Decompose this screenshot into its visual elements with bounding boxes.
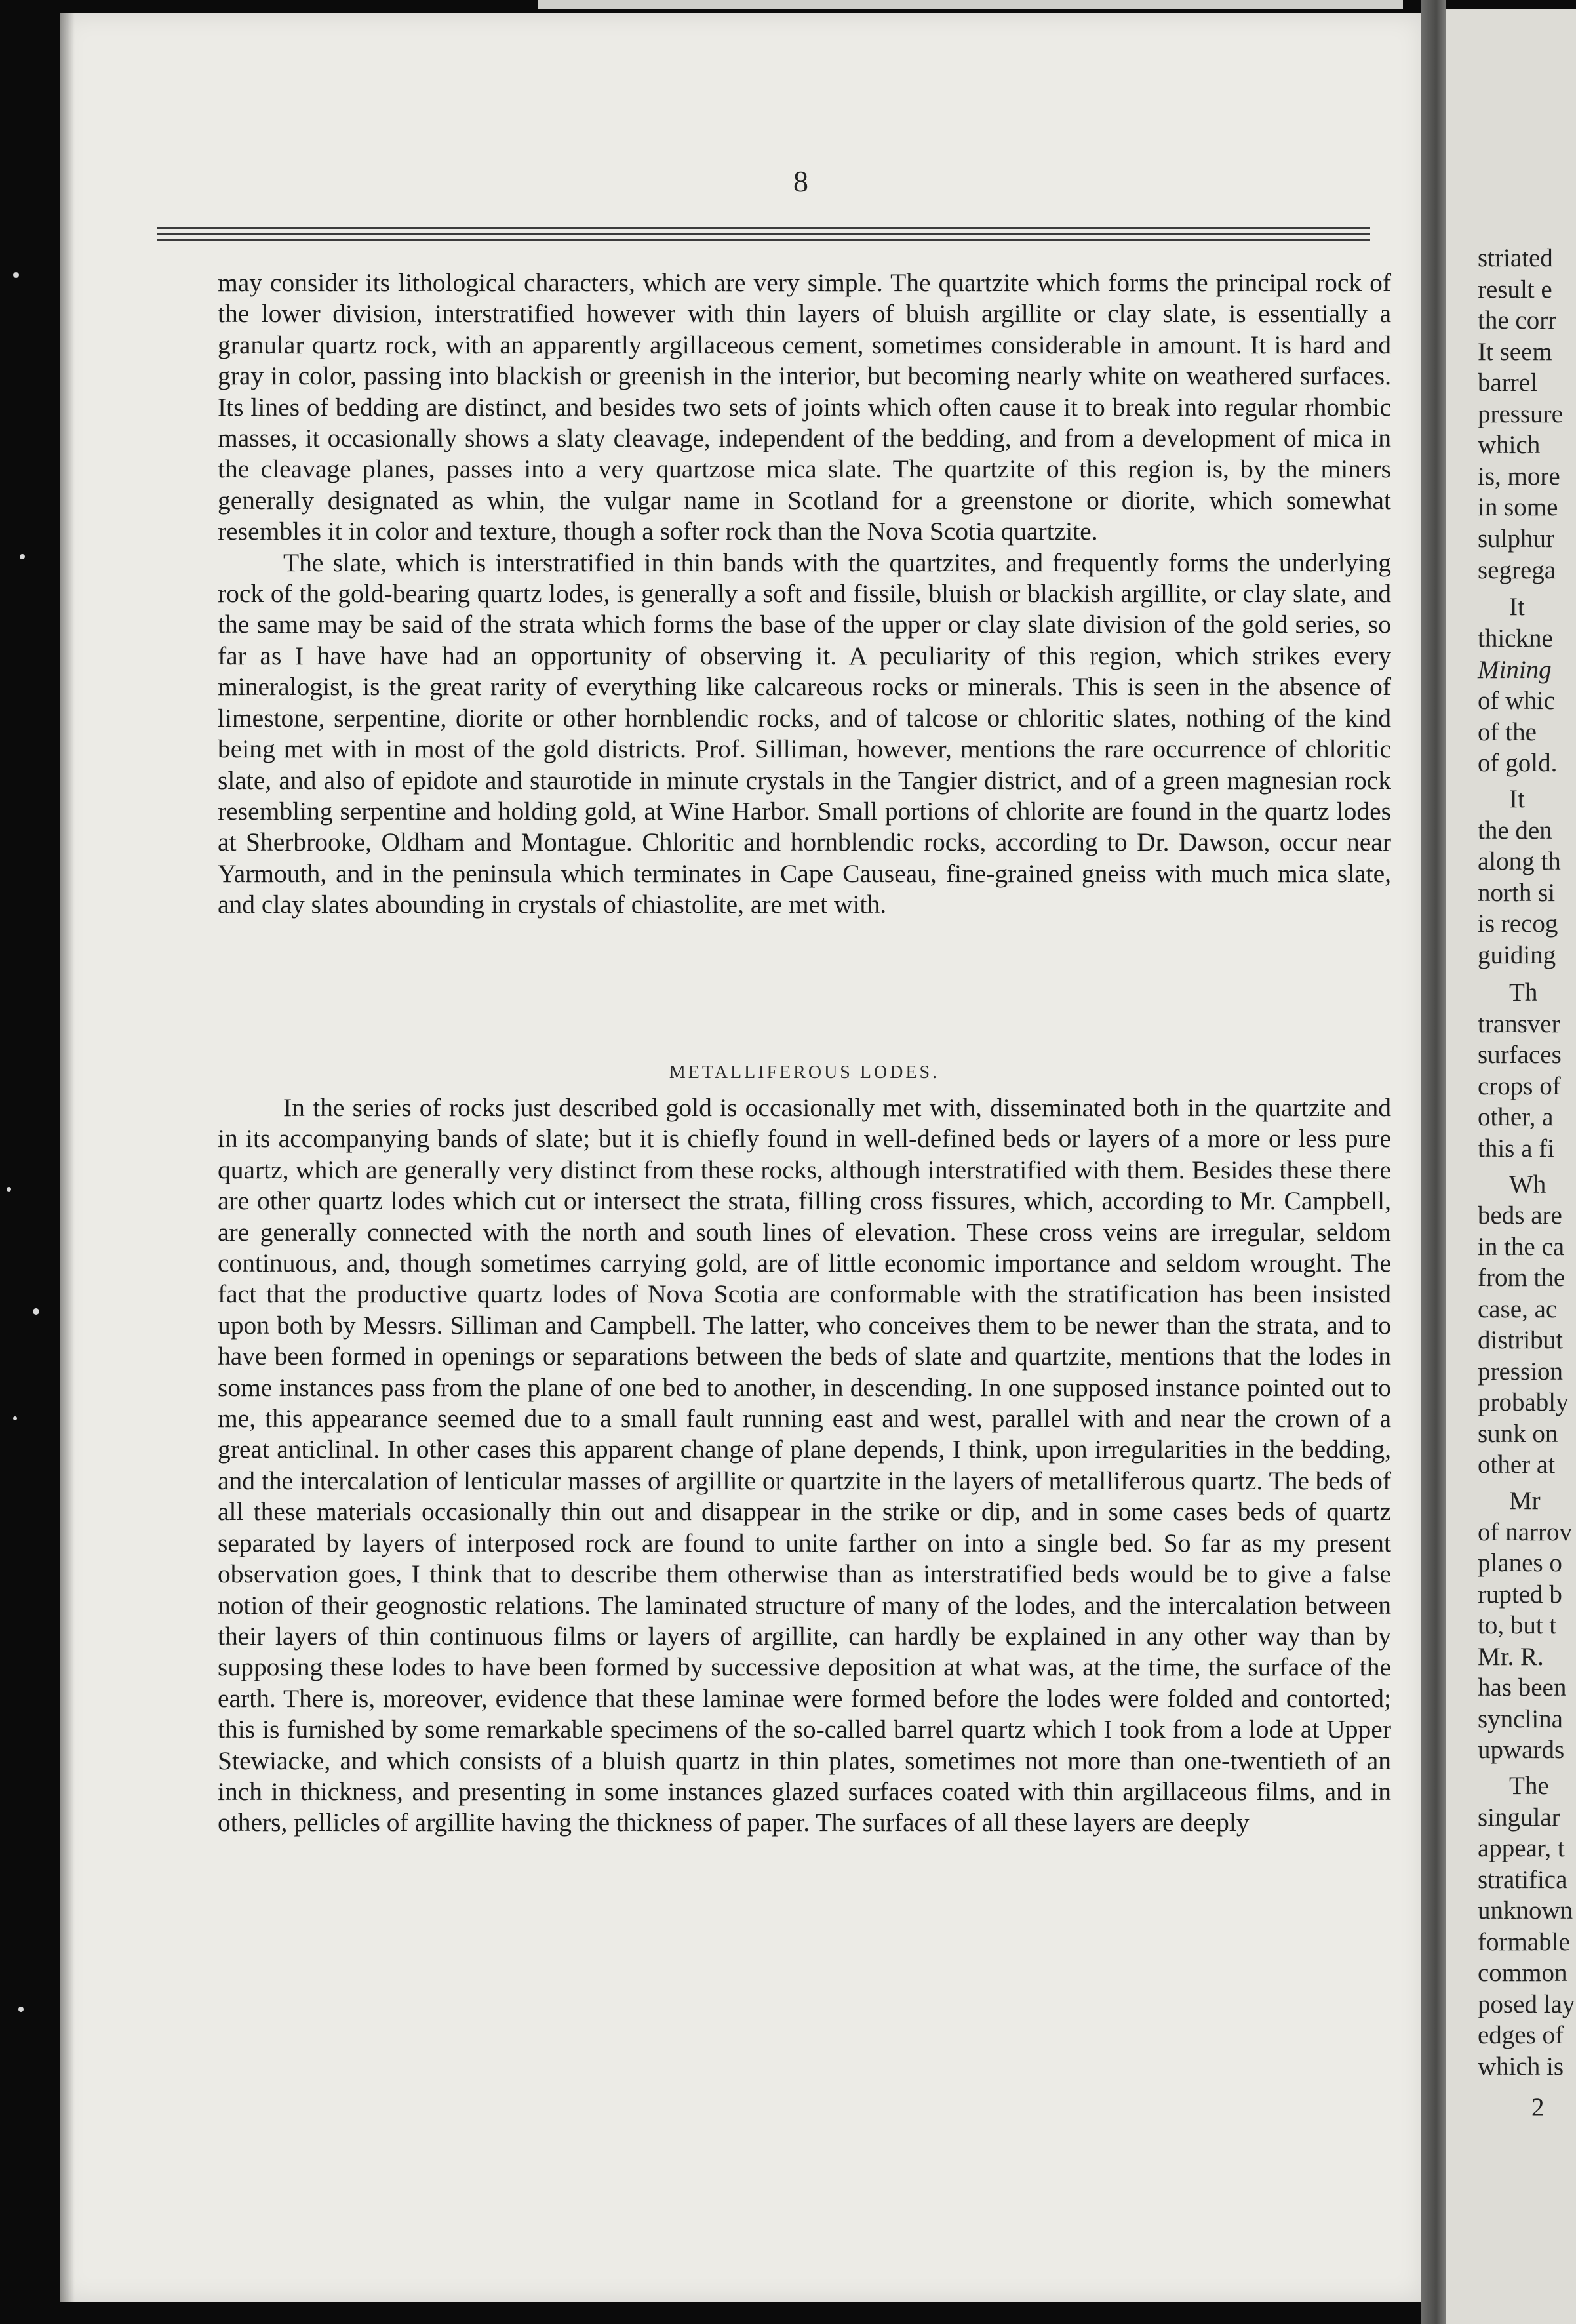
facing-page-fragment: singular: [1478, 1803, 1560, 1832]
facing-page-fragment: planes o: [1478, 1549, 1562, 1577]
facing-page-fragment: other, a: [1478, 1103, 1554, 1131]
facing-page-fragment: this a fi: [1478, 1134, 1554, 1163]
facing-page-fragment: in some: [1478, 493, 1558, 521]
header-rule-bottom: [157, 239, 1370, 241]
facing-page-fragment: sulphur: [1478, 525, 1554, 553]
facing-page-fragment: to, but t: [1478, 1611, 1557, 1639]
facing-page-fragment: unknown: [1478, 1896, 1573, 1925]
facing-page-fragment: synclina: [1478, 1705, 1563, 1733]
facing-page-fragment: upwards: [1478, 1736, 1565, 1764]
facing-page-fragment: Mining: [1478, 656, 1552, 684]
facing-page-fragment: other at: [1478, 1451, 1556, 1479]
body-text: [218, 268, 1391, 921]
facing-page-fragment: of narrov: [1478, 1518, 1573, 1546]
facing-page-fragment: formable: [1478, 1928, 1570, 1956]
facing-page-fragment: striated: [1478, 244, 1553, 272]
facing-page-fragment: sunk on: [1478, 1420, 1558, 1448]
facing-page-fragment: The: [1509, 1772, 1549, 1800]
facing-page-fragment: edges of: [1478, 2021, 1564, 2049]
facing-page-fragment: of whic: [1478, 687, 1556, 715]
facing-page-fragment: Mr: [1509, 1487, 1541, 1515]
facing-page-fragment: appear, t: [1478, 1834, 1565, 1862]
book-gutter: [1421, 0, 1446, 2324]
facing-page-fragment: posed lay: [1478, 1990, 1575, 2018]
facing-page-fragment: result e: [1478, 275, 1552, 304]
section-heading: METALLIFEROUS LODES.: [669, 1062, 940, 1083]
facing-page-fragment: surfaces: [1478, 1041, 1562, 1069]
facing-page-fragment: has been: [1478, 1673, 1567, 1702]
facing-page-fragment: of the: [1478, 718, 1537, 746]
facing-page-fragment: It seem: [1478, 338, 1552, 366]
facing-page-fragment: transver: [1478, 1010, 1560, 1038]
facing-page-fragment: barrel: [1478, 369, 1537, 397]
facing-page-fragment: crops of: [1478, 1072, 1561, 1100]
facing-page-fragment: guiding: [1478, 941, 1556, 969]
facing-page-fragment: thickne: [1478, 624, 1553, 652]
facing-page-fragment: of gold.: [1478, 749, 1558, 777]
facing-page-fragment: It: [1509, 785, 1525, 813]
facing-page-fragment: along th: [1478, 847, 1561, 875]
facing-page-fragment: pression: [1478, 1357, 1563, 1386]
facing-page-fragment: probably: [1478, 1388, 1569, 1416]
facing-page-fragment: is, more: [1478, 462, 1560, 491]
facing-page-fragment: from the: [1478, 1264, 1566, 1292]
facing-page-fragment: rupted b: [1478, 1580, 1562, 1609]
facing-page-fragment: case, ac: [1478, 1295, 1558, 1323]
facing-page-fragment: Wh: [1509, 1171, 1546, 1199]
facing-page-fragment: Mr. R.: [1478, 1643, 1544, 1671]
facing-page-fragment: common: [1478, 1959, 1567, 1987]
facing-page-edge: [538, 0, 1403, 9]
facing-page-fragment: which is: [1478, 2053, 1564, 2081]
scan-margin: [0, 0, 60, 2324]
facing-page-fragment: 2: [1531, 2093, 1545, 2121]
facing-page-fragment: the corr: [1478, 306, 1557, 334]
facing-page-fragment: which: [1478, 431, 1541, 459]
facing-page-fragment: beds are: [1478, 1201, 1562, 1230]
section-text: [218, 1092, 1391, 1839]
header-rule-middle: [157, 233, 1370, 235]
facing-page-fragment: pressure: [1478, 400, 1563, 428]
header-rule: [157, 227, 1370, 229]
facing-page-fragment: is recog: [1478, 910, 1558, 938]
section-paragraph: In the series of rocks just described gold is occasionally met with, disseminated both in the quartzite and in its accompanying bands of slate; but it is chiefly found in well-defined beds or layers of a more or less pure quartz, which are generally very distinct from these rocks, although interstratified with them. Besides these there are other quartz lodes which cut or intersect the strata, filling cross fissures, which, according to Mr. Campbell, are generally connected with the north and south lines of elevation. These cross veins are irregular, seldom continuous, and, though sometimes carrying gold, are of little economic importance and seldom wrought. The fact that the productive quartz lodes of Nova Scotia are conformable with the stratification has been insisted upon both by Messrs. Silliman and Campbell. The latter, who conceives them to be newer than the strata, and to have been formed in openings or separations between the beds of slate and quartzite, mentions that the lodes in some instances pass from the plane of one bed to another, in descending. In one supposed instance pointed out to me, this appearance seemed due to a small fault running east and west, parallel with and near the crown of a great anticlinal. In other cases this apparent change of plane depends, I think, upon irregularities in the bedding, and the intercalation of lenticular masses of argillite or quartzite in the layers of metalliferous quartz. The beds of all these materials occasionally thin out and disappear in the strike or dip, and in some cases beds of quartz separated by layers of interposed rock are found to unite farther on into a single bed. So far as my present observation goes, I think that to describe them otherwise than as interstratified beds would be to give a false notion of their geognostic relations. The laminated structure of many of the lodes, and the intercalation between their layers of thin continuous films or layers of argillite, can hardly be explained in any other way than by supposing these lodes to have been formed by successive deposition at what was, at the time, the surface of the earth. There is, moreover, evidence that these laminae were formed before the lodes were folded and contorted; this is furnished by some remarkable specimens of the so-called barrel quartz which I took from a lode at Upper Stewiacke, and which consists of a bluish quartz in thin plates, sometimes not more than one-twentieth of an inch in thickness, and presenting in some instances glazed surfaces coated with thin argillaceous films, and in others, pellicles of argillite having the thickness of paper. The surfaces of all these layers are deeply: [218, 1093, 1391, 1837]
facing-page-fragment: segrega: [1478, 556, 1556, 584]
facing-page-fragment: It: [1509, 593, 1525, 621]
facing-page-fragment: stratifica: [1478, 1866, 1567, 1894]
facing-page-fragment: Th: [1509, 978, 1538, 1007]
facing-page-fragment: in the ca: [1478, 1233, 1565, 1261]
facing-page: [1446, 9, 1576, 2324]
page-number: 8: [793, 165, 808, 198]
body-paragraph: may consider its lithological characters, which are very simple. The quartzite which forms the principal rock of the lower division, interstratified however with thin layers of bluish argillite or clay slate, is essentially a granular quartz rock, with an apparently argillaceous cement, sometimes considerable in amount. It is hard and gray in color, passing into blackish or greenish in the interior, but becoming nearly white on weathered surfaces. Its lines of bedding are distinct, and besides two sets of joints which often cause it to break into regular rhombic masses, it occasionally shows a slaty cleavage, independent of the bedding, and from a development of mica in the cleavage planes, passes into a very quartzose mica slate. The quartzite of this region is, by the miners generally designated as whin, the vulgar name in Scotland for a greenstone or diorite, which somewhat resembles it in color and texture, though a softer rock than the Nova Scotia quartzite.: [218, 268, 1391, 546]
facing-page-fragment: north si: [1478, 879, 1556, 907]
facing-page-fragment: the den: [1478, 816, 1552, 845]
facing-page-fragment: distribut: [1478, 1326, 1564, 1354]
body-paragraph: The slate, which is interstratified in thin bands with the quartzites, and frequently forms the underlying rock of the gold-bearing quartz lodes, is generally a soft and fissile, bluish or blackish argillite, or clay slate, and the same may be said of the strata which forms the base of the upper or clay slate division of the gold series, so far as I have have had an opportunity of observing it. A peculiarity of this region, which strikes every mineralogist, is the great rarity of everything like calcareous rocks or minerals. This is seen in the absence of limestone, serpentine, diorite or other hornblendic rocks, and of talcose or chloritic slates, nothing of the kind being met with in most of the gold districts. Prof. Silliman, however, mentions the rare occurrence of chloritic slate, and also of epidote and staurotide in minute crystals in the Tangier district, and of a green magnesian rock resembling serpentine and holding gold, at Wine Harbor. Small portions of chlorite are found in the quartz lodes at Sherbrooke, Oldham and Montague. Chloritic and hornblendic rocks, according to Dr. Dawson, occur near Yarmouth, and in the peninsula which terminates in Cape Causeau, fine-grained gneiss with much mica slate, and clay slates abounding in crystals of chiastolite, are met with.: [218, 548, 1391, 919]
